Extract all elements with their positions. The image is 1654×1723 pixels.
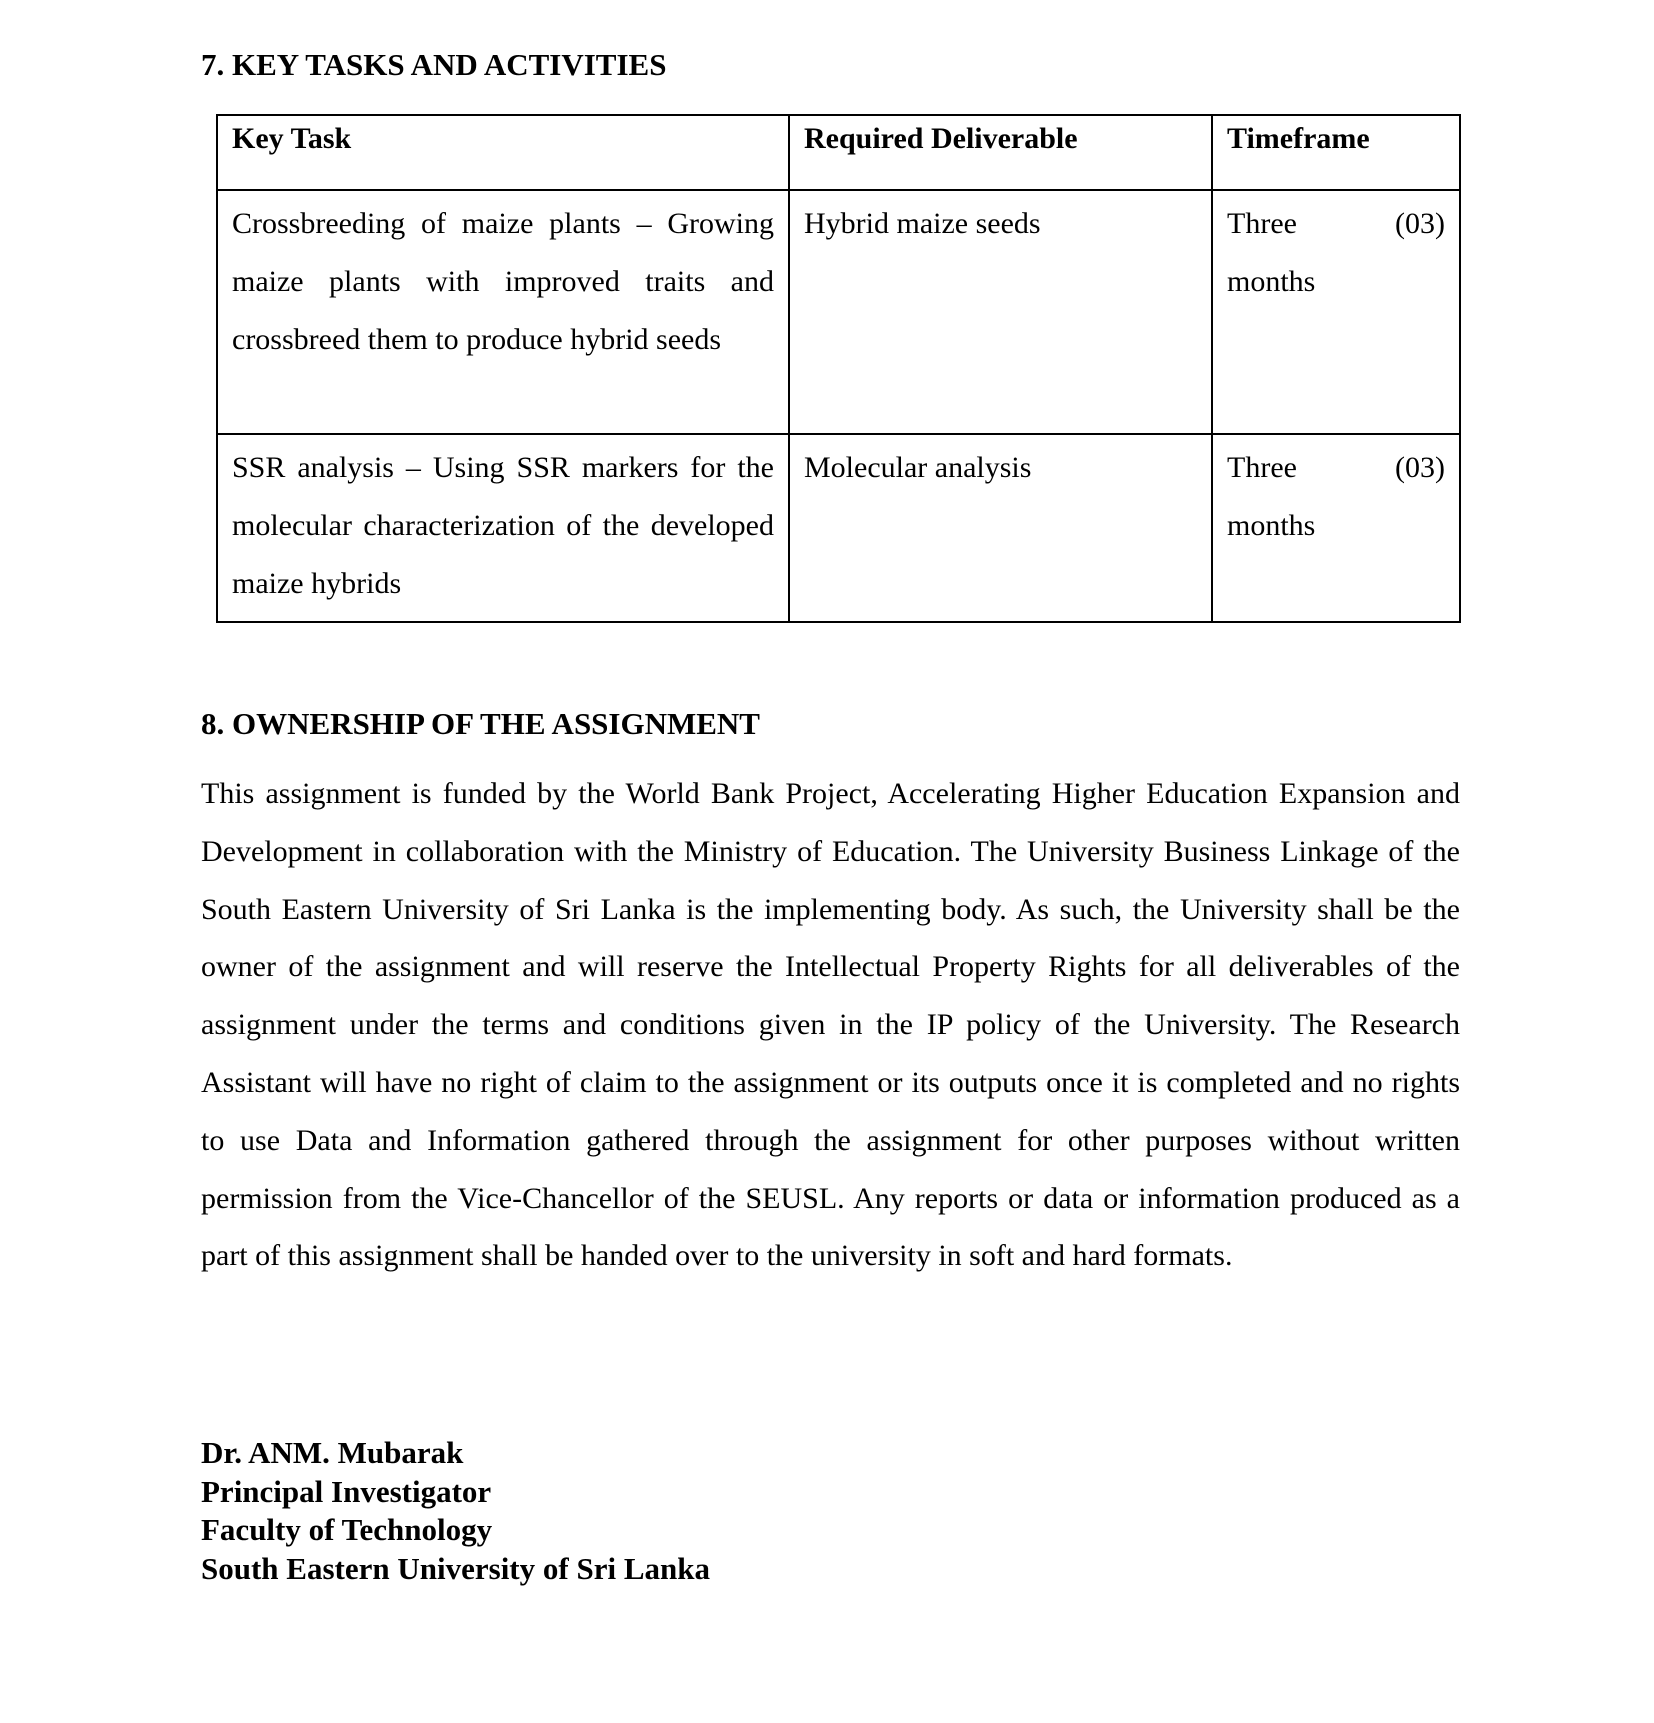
signatory-faculty: Faculty of Technology <box>201 1512 493 1547</box>
key-task-cell: Crossbreeding of maize plants – Growing maize plants with improved traits and crossbreed them to produce hybrid seeds <box>217 190 789 434</box>
signature-block <box>201 1434 710 1588</box>
deliverable-cell: Molecular analysis <box>789 434 1212 622</box>
deliverable-cell: Hybrid maize seeds <box>789 190 1212 434</box>
timeframe-cell: Three (03) months <box>1212 434 1460 622</box>
key-task-cell: SSR analysis – Using SSR markers for the molecular characterization of the developed maize hybrids <box>217 434 789 622</box>
column-header-timeframe: Timeframe <box>1212 115 1460 190</box>
section-8-heading: 8. OWNERSHIP OF THE ASSIGNMENT <box>201 706 760 741</box>
ownership-paragraph: This assignment is funded by the World Bank Project, Accelerating Higher Education Expansion and Development in collaboration with the Ministry of Education. The University Business Linkage of the South Eastern University of Sri Lanka is the implementing body. As such, the University shall be the owner of the assignment and will reserve the Intellectual Property Rights for all deliverables of the assignment under the terms and conditions given in the IP policy of the University. The Research Assistant will have no right of claim to the assignment or its outputs once it is completed and no rights to use Data and Information gathered through the assignment for other purposes without written permission from the Vice-Chancellor of the SEUSL. Any reports or data or information produced as a part of this assignment shall be handed over to the university in soft and hard formats. <box>201 777 1460 1273</box>
column-header-required-deliverable: Required Deliverable <box>789 115 1212 190</box>
key-tasks-table <box>216 114 1461 623</box>
signatory-title: Principal Investigator <box>201 1473 492 1509</box>
signatory-name: Dr. ANM. Mubarak <box>201 1435 464 1470</box>
column-header-key-task: Key Task <box>217 115 789 190</box>
table-row <box>217 434 1460 622</box>
signatory-university: South Eastern University of Sri Lanka <box>201 1550 710 1586</box>
section-7-heading: 7. KEY TASKS AND ACTIVITIES <box>201 47 667 82</box>
table-header-row <box>217 115 1460 190</box>
timeframe-cell: Three (03) months <box>1212 190 1460 434</box>
table-row <box>217 190 1460 434</box>
